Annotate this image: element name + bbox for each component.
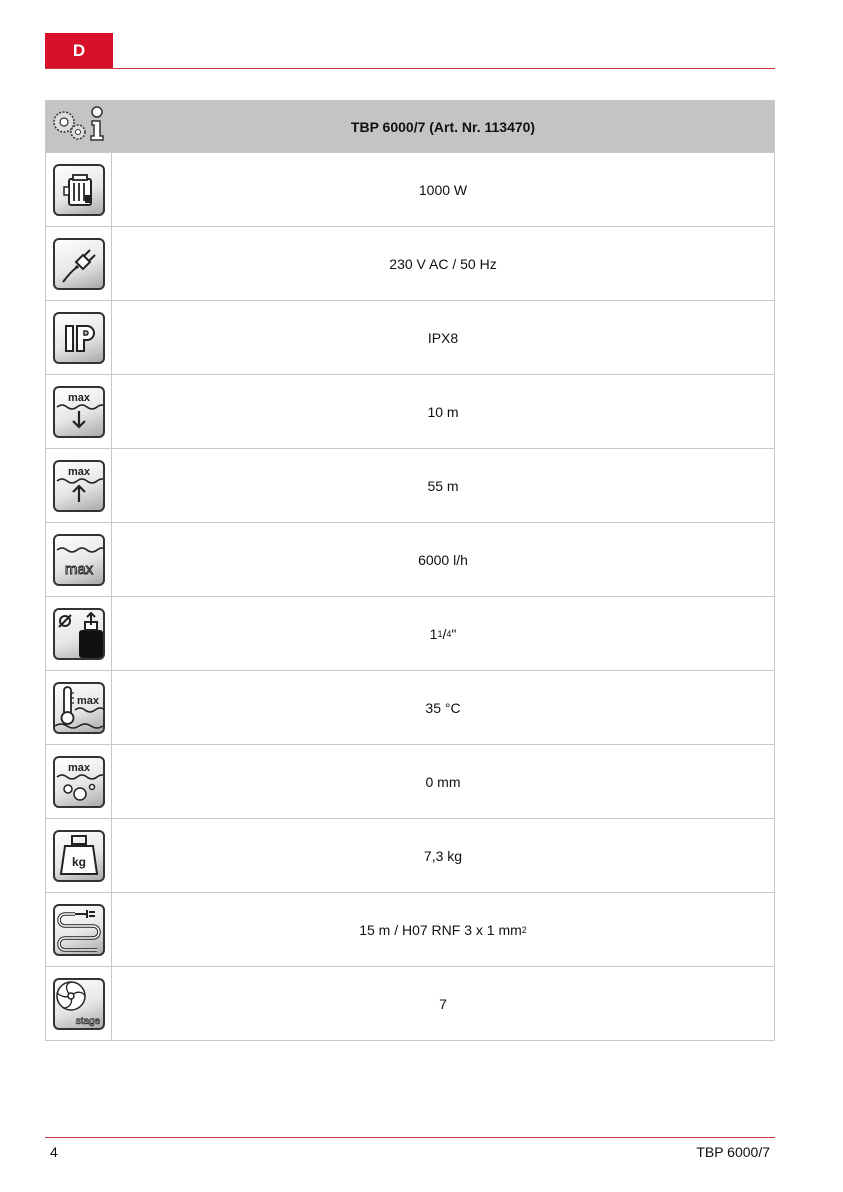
motor-power-icon (53, 164, 105, 216)
svg-text:max: max (64, 560, 93, 578)
spec-value-weight: 7,3 kg (423, 847, 463, 864)
bottom-divider (45, 1137, 775, 1138)
table-header-title: TBP 6000/7 (Art. Nr. 113470) (112, 101, 774, 152)
spec-value-power: 1000 W (418, 181, 468, 198)
table-row (46, 670, 774, 744)
table-row (46, 374, 774, 448)
top-divider (45, 68, 775, 69)
spec-value-height: 55 m (427, 477, 459, 494)
language-tab: D (45, 33, 113, 69)
max-particle-size-icon (53, 756, 105, 808)
spec-value-temperature: 35 °C (425, 699, 461, 716)
footer-model: TBP 6000/7 (696, 1144, 770, 1160)
pump-stages-icon (53, 978, 105, 1030)
svg-text:max: max (67, 761, 90, 774)
page-number: 4 (50, 1144, 58, 1160)
table-row (46, 300, 774, 374)
spec-value-flow: 6000 l/h (418, 551, 468, 568)
ip-protection-icon (53, 312, 105, 364)
max-immersion-depth-icon (53, 386, 105, 438)
spec-value-voltage: 230 V AC / 50 Hz (389, 255, 497, 272)
svg-text:max: max (67, 391, 90, 404)
spec-table (45, 100, 775, 1041)
svg-text:max: max (67, 465, 90, 478)
gears-info-icon (50, 104, 108, 149)
table-row (46, 226, 774, 300)
table-row (46, 448, 774, 522)
table-row (46, 522, 774, 596)
spec-value-particle: 0 mm (425, 773, 461, 790)
max-water-temperature-icon (53, 682, 105, 734)
max-delivery-height-icon (53, 460, 105, 512)
outlet-diameter-icon (53, 608, 105, 660)
spec-value-cable: 15 m / H07 RNF 3 x 1 mm 2 (359, 921, 527, 938)
spec-value-outlet: 1 1 / 4 " (429, 625, 457, 642)
table-header-row (46, 101, 774, 152)
spec-value-depth: 10 m (427, 403, 459, 420)
svg-text:max: max (76, 694, 99, 707)
power-plug-icon (53, 238, 105, 290)
svg-text:kg: kg (71, 854, 86, 869)
svg-text:stage: stage (75, 1015, 100, 1027)
table-row (46, 892, 774, 966)
weight-kg-icon (53, 830, 105, 882)
table-row (46, 744, 774, 818)
spec-value-ip: IPX8 (427, 329, 459, 346)
table-row (46, 596, 774, 670)
table-row (46, 966, 774, 1040)
table-row (46, 818, 774, 892)
spec-value-stages: 7 (439, 995, 447, 1012)
power-cable-icon (53, 904, 105, 956)
table-row (46, 152, 774, 226)
max-flow-rate-icon (53, 534, 105, 586)
